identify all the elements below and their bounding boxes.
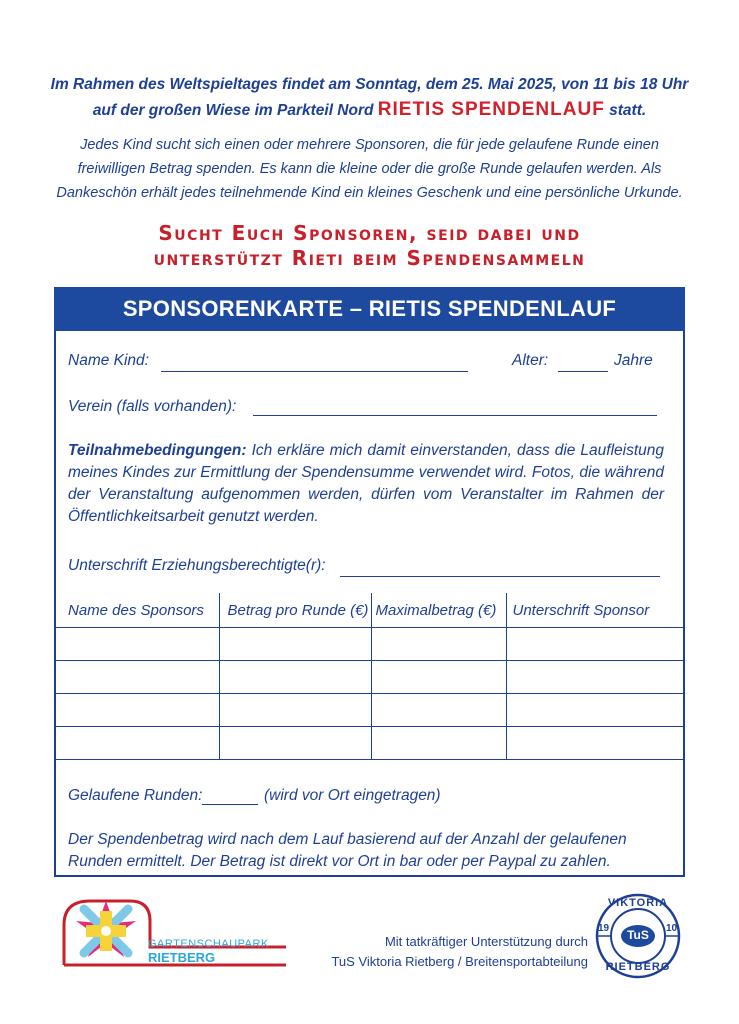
conditions-text: Ich erkläre mich damit einverstanden, dass die Laufleistung meines Kindes zur Ermittlung der Spendensumme verwendet wird. Fotos, die während der Veranstaltung aufgenommen werden, dürfen vom Veranstalter im Rahmen der Öffentlichkeitsarbeit genutzt werden. <box>68 442 664 525</box>
seal-center-text: TuS <box>627 928 649 942</box>
sponsor-name-cell[interactable] <box>54 694 219 727</box>
amount-cell[interactable] <box>219 661 371 694</box>
intro-paragraph-line: Jedes Kind sucht sich einen oder mehrere Sponsoren, die für jede gelaufene Runde einen <box>80 137 659 153</box>
header-max-amount: Maximalbetrag (€) <box>371 593 506 628</box>
event-name: RIETIS SPENDENLAUF <box>377 99 605 120</box>
seal-right-text: 10 <box>666 923 678 934</box>
signature-cell[interactable] <box>506 628 685 661</box>
card-title: SPONSORENKARTE – RIETIS SPENDENLAUF <box>54 287 685 331</box>
seal-top-text: VIKTORIA <box>607 897 669 909</box>
rounds-label: Gelaufene Runden: <box>68 787 203 804</box>
support-line-1: Mit tatkräftiger Unterstützung durch <box>384 934 588 949</box>
intro-paragraph-line: Dankeschön erhält jedes teilnehmende Kind ein kleines Geschenk und eine persönliche Urkunde. <box>56 185 683 201</box>
call-line: unterstützt Rieti beim Spendensammeln <box>153 246 586 270</box>
intro-line-1: Im Rahmen des Weltspieltages findet am Sonntag, dem 25. Mai 2025, von 11 bis 18 Uhr <box>50 76 689 93</box>
sponsor-name-cell[interactable] <box>54 661 219 694</box>
age-field[interactable] <box>558 371 608 372</box>
payment-note-line: Der Spendenbetrag wird nach dem Lauf basierend auf der Anzahl der gelaufenen <box>68 831 627 848</box>
sponsor-table-header <box>54 593 685 628</box>
header-sponsor-name: Name des Sponsors <box>54 593 219 628</box>
header-amount-per-round: Betrag pro Runde (€) <box>219 593 371 628</box>
tus-viktoria-seal <box>595 893 681 979</box>
signature-cell[interactable] <box>506 694 685 727</box>
intro-line-2 <box>20 97 719 123</box>
table-row <box>54 694 685 727</box>
logo-text-line-2: RIETBERG <box>148 950 216 965</box>
header-sponsor-signature: Unterschrift Sponsor <box>506 593 685 628</box>
age-unit: Jahre <box>614 352 653 369</box>
sponsor-table <box>54 593 685 760</box>
support-line-2: TuS Viktoria Rietberg / Breitensportabteilung <box>331 954 588 969</box>
payment-note <box>68 829 648 873</box>
table-row <box>54 661 685 694</box>
call-to-action <box>20 221 719 271</box>
table-row <box>54 727 685 760</box>
sponsor-name-cell[interactable] <box>54 628 219 661</box>
amount-cell[interactable] <box>219 727 371 760</box>
max-amount-cell[interactable] <box>371 727 506 760</box>
amount-cell[interactable] <box>219 628 371 661</box>
signature-field[interactable] <box>340 576 660 577</box>
conditions-title: Teilnahmebedingungen: <box>68 442 247 459</box>
age-label: Alter: <box>512 352 549 369</box>
intro-heading <box>20 72 719 123</box>
max-amount-cell[interactable] <box>371 628 506 661</box>
sponsor-name-cell[interactable] <box>54 727 219 760</box>
intro-paragraph <box>20 133 719 205</box>
signature-label: Unterschrift Erziehungsberechtigte(r): <box>68 557 326 574</box>
max-amount-cell[interactable] <box>371 694 506 727</box>
intro-paragraph-line: freiwilligen Betrag spenden. Es kann die kleine oder die große Runde gelaufen werden. Als <box>77 161 662 177</box>
club-field[interactable] <box>253 415 657 416</box>
signature-cell[interactable] <box>506 727 685 760</box>
rounds-field[interactable] <box>202 804 258 805</box>
payment-note-line: Runden ermittelt. Der Betrag ist direkt vor Ort in bar oder per Paypal zu zahlen. <box>68 853 611 870</box>
amount-cell[interactable] <box>219 694 371 727</box>
seal-left-text: 19 <box>598 923 610 934</box>
conditions <box>68 440 664 528</box>
name-label: Name Kind: <box>68 352 149 369</box>
logo-text-line-1: GARTENSCHAUPARK <box>148 938 269 950</box>
table-row <box>54 628 685 661</box>
support-text <box>328 932 588 972</box>
rounds-note: (wird vor Ort eingetragen) <box>264 787 441 804</box>
intro-line-2-pre: auf der großen Wiese im Parkteil Nord <box>92 102 374 119</box>
club-label: Verein (falls vorhanden): <box>68 398 237 415</box>
intro-line-2-post: statt. <box>609 102 647 119</box>
call-line: Sucht Euch Sponsoren, seid dabei und <box>158 221 581 245</box>
name-field[interactable] <box>161 371 468 372</box>
max-amount-cell[interactable] <box>371 661 506 694</box>
signature-cell[interactable] <box>506 661 685 694</box>
seal-bottom-text: RIETBERG <box>605 961 671 973</box>
gartenschaupark-logo <box>60 895 290 975</box>
